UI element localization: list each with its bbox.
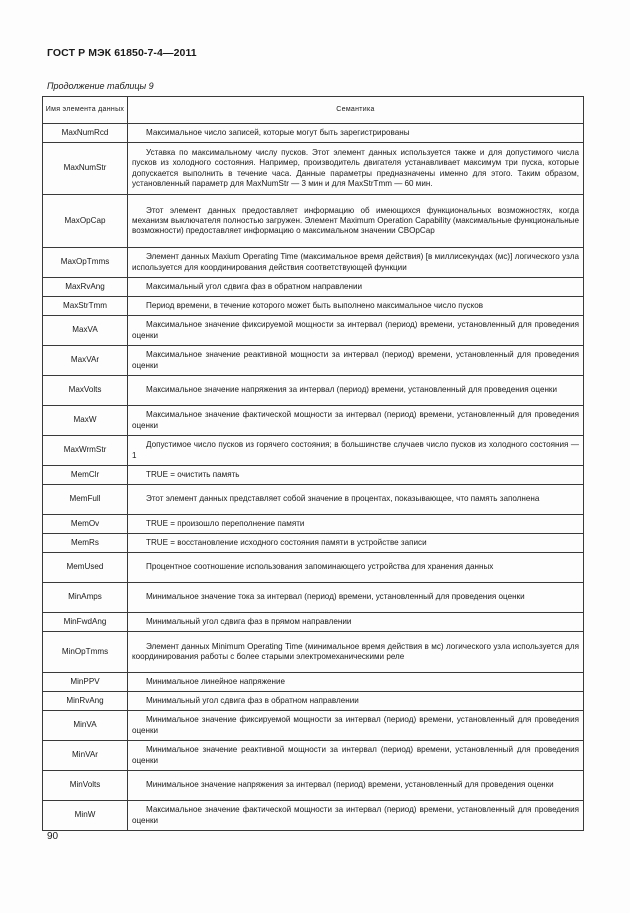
table-row [43,406,584,436]
data-element-name: MinOpTmms [43,632,128,673]
table-header-row [43,97,584,124]
column-header-semantics: Семантика [128,97,584,124]
data-element-name: MinRvAng [43,692,128,711]
data-element-semantics: Максимальное число записей, которые могут быть зарегистрированы [128,124,584,143]
table-row [43,466,584,485]
data-element-name: MinW [43,801,128,831]
data-element-name: MaxNumStr [43,143,128,195]
table-row [43,632,584,673]
data-element-semantics: Максимальное значение фактической мощности за интервал (период) времени, установленный для проведения оценки [128,801,584,831]
data-element-name: MaxVAr [43,346,128,376]
data-element-name: MaxRvAng [43,278,128,297]
data-element-semantics: TRUE = восстановление исходного состояния памяти в устройстве записи [128,534,584,553]
table-row [43,278,584,297]
data-element-name: MemOv [43,515,128,534]
data-element-semantics: Максимальный угол сдвига фаз в обратном направлении [128,278,584,297]
data-element-semantics: Период времени, в течение которого может быть выполнено максимальное число пусков [128,297,584,316]
data-element-semantics: Минимальное значение напряжения за интервал (период) времени, установленный для проведения оценки [128,771,584,801]
table-row [43,534,584,553]
table-row [43,711,584,741]
table-row [43,248,584,278]
data-element-name: MaxWrmStr [43,436,128,466]
table-caption: Продолжение таблицы 9 [47,81,154,91]
data-element-semantics: TRUE = произошло переполнение памяти [128,515,584,534]
data-element-semantics: Максимальное значение фактической мощности за интервал (период) времени, установленный для проведения оценки [128,406,584,436]
table-row [43,583,584,613]
data-element-semantics: Минимальное линейное напряжение [128,673,584,692]
table-row [43,436,584,466]
table-row [43,485,584,515]
data-element-semantics: Минимальное значение фиксируемой мощности за интервал (период) времени, установленный для проведения оценки [128,711,584,741]
data-element-semantics: Уставка по максимальному числу пусков. Этот элемент данных используется также и для допустимого числа пусков из холодного состояния. Например, производитель двигателя устанавливает максимум три пуска, которые допускается выполнить в течение часа. Данные параметры предназначены именно для этого. Таким образом, установленный параметр для MaxNumStr — 3 мин и для MaxStrTmm — 60 мин. [128,143,584,195]
table-row [43,741,584,771]
table-row [43,316,584,346]
table-row [43,673,584,692]
data-element-semantics: Элемент данных Maxium Operating Time (максимальное время действия) [в миллисекундах (мс)] логического узла используется для координирования действия соответствующей функции [128,248,584,278]
table-row [43,801,584,831]
data-element-name: MaxStrTmm [43,297,128,316]
data-element-semantics: Максимальное значение реактивной мощности за интервал (период) времени, установленный для проведения оценки [128,346,584,376]
data-element-name: MinVolts [43,771,128,801]
table-row [43,376,584,406]
data-element-semantics: Максимальное значение фиксируемой мощности за интервал (период) времени, установленный для проведения оценки [128,316,584,346]
data-element-semantics: Элемент данных Minimum Operating Time (минимальное время действия в мс) логического узла используется для координирования работы с более старыми электромеханическими реле [128,632,584,673]
data-elements-table [42,96,584,831]
table-row [43,124,584,143]
table-row [43,553,584,583]
data-element-name: MaxVolts [43,376,128,406]
data-element-semantics: Минимальное значение тока за интервал (период) времени, установленный для проведения оценки [128,583,584,613]
data-element-semantics: Максимальное значение напряжения за интервал (период) времени, установленный для проведения оценки [128,376,584,406]
document-header: ГОСТ Р МЭК 61850-7-4—2011 [47,47,197,59]
table-row [43,195,584,248]
data-element-name: MaxNumRcd [43,124,128,143]
data-element-name: MemRs [43,534,128,553]
data-element-semantics: Этот элемент данных представляет собой значение в процентах, показывающее, что память заполнена [128,485,584,515]
data-element-semantics: Процентное соотношение использования запоминающего устройства для хранения данных [128,553,584,583]
data-element-name: MinPPV [43,673,128,692]
table-row [43,515,584,534]
data-element-semantics: Минимальный угол сдвига фаз в прямом направлении [128,613,584,632]
data-element-name: MemFull [43,485,128,515]
data-element-semantics: TRUE = очистить память [128,466,584,485]
data-element-name: MaxW [43,406,128,436]
table-row [43,613,584,632]
table-row [43,771,584,801]
data-element-semantics: Этот элемент данных предоставляет информацию об имеющихся функциональных возможностях, когда механизм выключателя полностью загружен. Элемент Maximum Operation Capability (максимальные функциональные возможности) предоставляет информацию о максимальном значении CBOpCap [128,195,584,248]
table-row [43,297,584,316]
data-element-name: MaxVA [43,316,128,346]
data-element-name: MemClr [43,466,128,485]
page-number: 90 [47,831,59,842]
data-element-name: MinVA [43,711,128,741]
data-element-name: MaxOpTmms [43,248,128,278]
data-element-name: MaxOpCap [43,195,128,248]
data-element-name: MinFwdAng [43,613,128,632]
table-row [43,346,584,376]
table-row [43,692,584,711]
data-element-semantics: Минимальное значение реактивной мощности за интервал (период) времени, установленный для проведения оценки [128,741,584,771]
data-element-semantics: Минимальный угол сдвига фаз в обратном направлении [128,692,584,711]
data-element-name: MinVAr [43,741,128,771]
data-element-name: MinAmps [43,583,128,613]
table-row [43,143,584,195]
column-header-name: Имя элемента данных [43,97,128,124]
data-element-name: MemUsed [43,553,128,583]
data-element-semantics: Допустимое число пусков из горячего состояния; в большинстве случаев число пусков из холодного состояния — 1 [128,436,584,466]
